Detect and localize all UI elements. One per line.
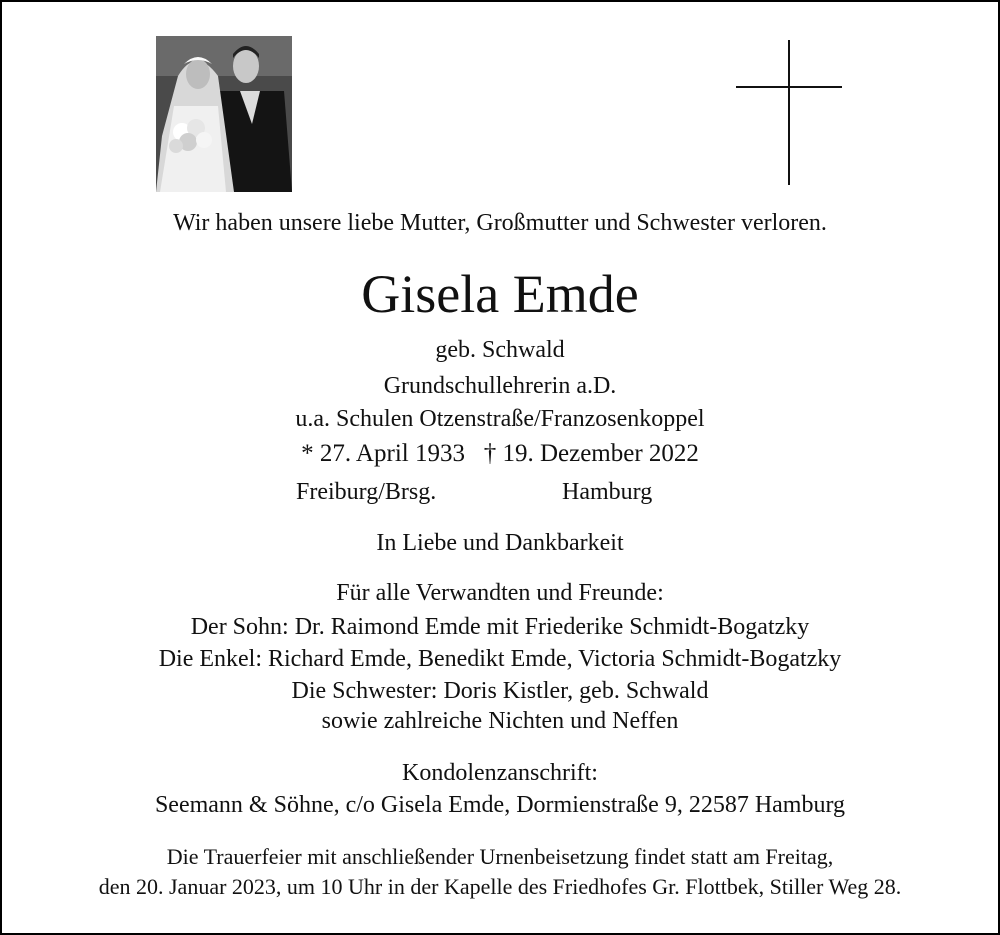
profession: Grundschullehrerin a.D. <box>383 373 617 399</box>
family-heading: Für alle Verwandten und Freunde: <box>336 580 664 606</box>
family-sister: Die Schwester: Doris Kistler, geb. Schwald <box>291 678 709 704</box>
wedding-photo-image <box>156 36 292 192</box>
life-dates: * 27. April 1933 † 19. Dezember 2022 <box>301 440 699 467</box>
family-grandchildren: Die Enkel: Richard Emde, Benedikt Emde, Victoria Schmidt-Bogatzky <box>158 646 842 672</box>
intro-text: Wir haben unsere liebe Mutter, Großmutter und Schwester verloren. <box>173 210 827 236</box>
family-son: Der Sohn: Dr. Raimond Emde mit Friederike Schmidt-Bogatzky <box>190 614 810 640</box>
funeral-line-1: Die Trauerfeier mit anschließender Urnenbeisetzung findet statt am Freitag, <box>166 844 834 869</box>
birth-place: Freiburg/Brsg. <box>296 479 437 505</box>
family-others: sowie zahlreiche Nichten und Neffen <box>321 708 679 734</box>
deceased-name: Gisela Emde <box>361 264 639 324</box>
condolence-label: Kondolenzanschrift: <box>402 760 598 786</box>
schools: u.a. Schulen Otzenstraße/Franzosenkoppel <box>295 406 705 432</box>
wedding-photo <box>156 36 292 192</box>
cross-icon <box>736 40 842 185</box>
closing-phrase: In Liebe und Dankbarkeit <box>376 530 624 556</box>
funeral-line-2: den 20. Januar 2023, um 10 Uhr in der Kapelle des Friedhofes Gr. Flottbek, Stiller Weg 28. <box>98 874 902 899</box>
condolence-address: Seemann & Söhne, c/o Gisela Emde, Dormienstraße 9, 22587 Hamburg <box>154 792 846 818</box>
death-place: Hamburg <box>562 479 653 505</box>
birth-name: geb. Schwald <box>435 337 565 363</box>
